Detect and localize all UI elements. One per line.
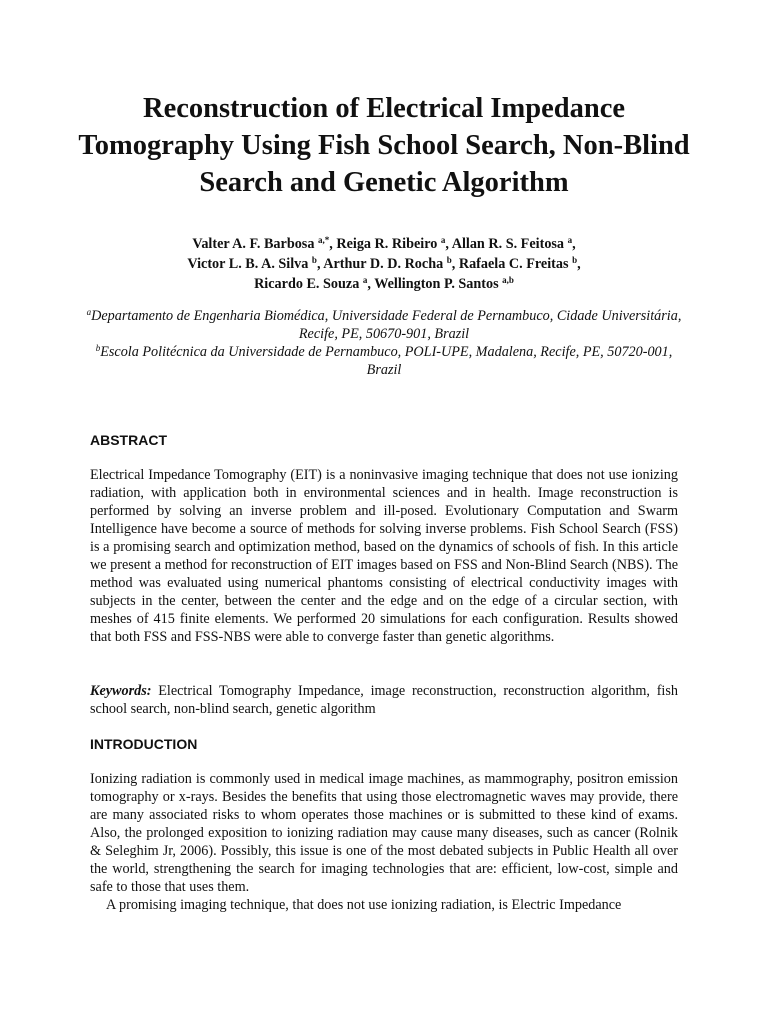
keywords-text: Electrical Tomography Impedance, image reconstruction, reconstruction algorithm, fish school search, non-blind search, genetic algorithm (90, 683, 678, 717)
author-line (80, 234, 688, 254)
author-line (80, 254, 688, 274)
introduction-heading: INTRODUCTION (90, 736, 198, 752)
author-affiliation-mark: a (362, 275, 368, 285)
introduction-paragraph: A promising imaging technique, that does not use ionizing radiation, is Electric Impedance (106, 897, 622, 913)
abstract-body: Electrical Impedance Tomography (EIT) is a noninvasive imaging technique that does not use ionizing radiation, with application both in environmental sciences and in health. Image reconstruction is performed by solving an inverse problem and ill-posed. Evolutionary Computation and Swarm Intelligence have become a source of methods for solving inverse problems. Fish School Search (FSS) is a promising search and optimization method, based on the dynamics of schools of fish. In this article we present a method for reconstruction of EIT images based on FSS and Non-Blind Search (NBS). The method was evaluated using numerical phantoms consisting of electrical conductivity images with subjects in the center, between the center and the edge and on the edge of a circular section, with meshes of 415 finite elements. We performed 20 simulations for each configuration. Results showed that both FSS and FSS-NBS were able to converge faster than genetic algorithms. (90, 467, 678, 645)
affiliation-mark: a (86, 307, 92, 317)
author-line (80, 274, 688, 294)
author-separator: , (316, 256, 324, 272)
keywords-paragraph (90, 682, 678, 718)
author-name: Arthur D. D. Rocha (323, 256, 444, 272)
affiliation-text: Escola Politécnica da Universidade de Pernambuco, POLI-UPE, Madalena, Recife, PE, 50720-001, Brazil (100, 344, 673, 378)
author-name: Reiga R. Ribeiro (336, 236, 438, 252)
author-separator: , (577, 256, 581, 272)
introduction-paragraph: Ionizing radiation is commonly used in medical image machines, as mammography, positron emission tomography or x-rays. Besides the benefits that using those electromagnetic waves may provide, there are many associated risks to whom operates those machines or is submitted to these kind of exams. Also, the prolonged exposition to ionizing radiation may cause many diseases, such as cancer (Rolnik & Seleghim Jr, 2006). Possibly, this issue is one of the most debated subjects in Public Health all over the world, strengthening the search for imaging technologies that are: efficient, low-cost, simple and safe to those that uses them. (90, 771, 678, 895)
paper-title: Reconstruction of Electrical Impedance Tomography Using Fish School Search, Non-Blind Search and Genetic Algorithm (78, 93, 690, 198)
author-separator: , (572, 236, 576, 252)
author-list (80, 234, 688, 294)
author-name: Valter A. F. Barbosa (192, 236, 315, 252)
author-separator: , (367, 276, 375, 292)
author-affiliation-mark: a,b (502, 275, 514, 285)
author-affiliation-mark: a (440, 235, 446, 245)
author-name: Allan R. S. Feitosa (451, 236, 565, 252)
abstract-heading: ABSTRACT (90, 432, 167, 448)
affiliation (80, 307, 688, 343)
introduction-body (90, 770, 678, 914)
affiliation (80, 343, 688, 379)
keywords-label: Keywords: (90, 683, 152, 699)
affiliation-text: Departamento de Engenharia Biomédica, Universidade Federal de Pernambuco, Cidade Universitária, Recife, PE, 50670-901, Brazil (91, 308, 682, 342)
author-affiliation-mark: b (311, 255, 317, 265)
author-separator: , (451, 256, 459, 272)
author-name: Victor L. B. A. Silva (187, 256, 309, 272)
author-affiliation-mark: b (572, 255, 578, 265)
author-separator: , (445, 236, 452, 252)
affiliation-list (80, 307, 688, 379)
author-affiliation-mark: a (567, 235, 573, 245)
author-name: Wellington P. Santos (374, 276, 499, 292)
affiliation-mark: b (95, 343, 101, 353)
author-name: Ricardo E. Souza (254, 276, 360, 292)
author-separator: , (329, 236, 337, 252)
author-affiliation-mark: a,* (317, 235, 330, 245)
author-name: Rafaela C. Freitas (458, 256, 569, 272)
author-affiliation-mark: b (446, 255, 452, 265)
